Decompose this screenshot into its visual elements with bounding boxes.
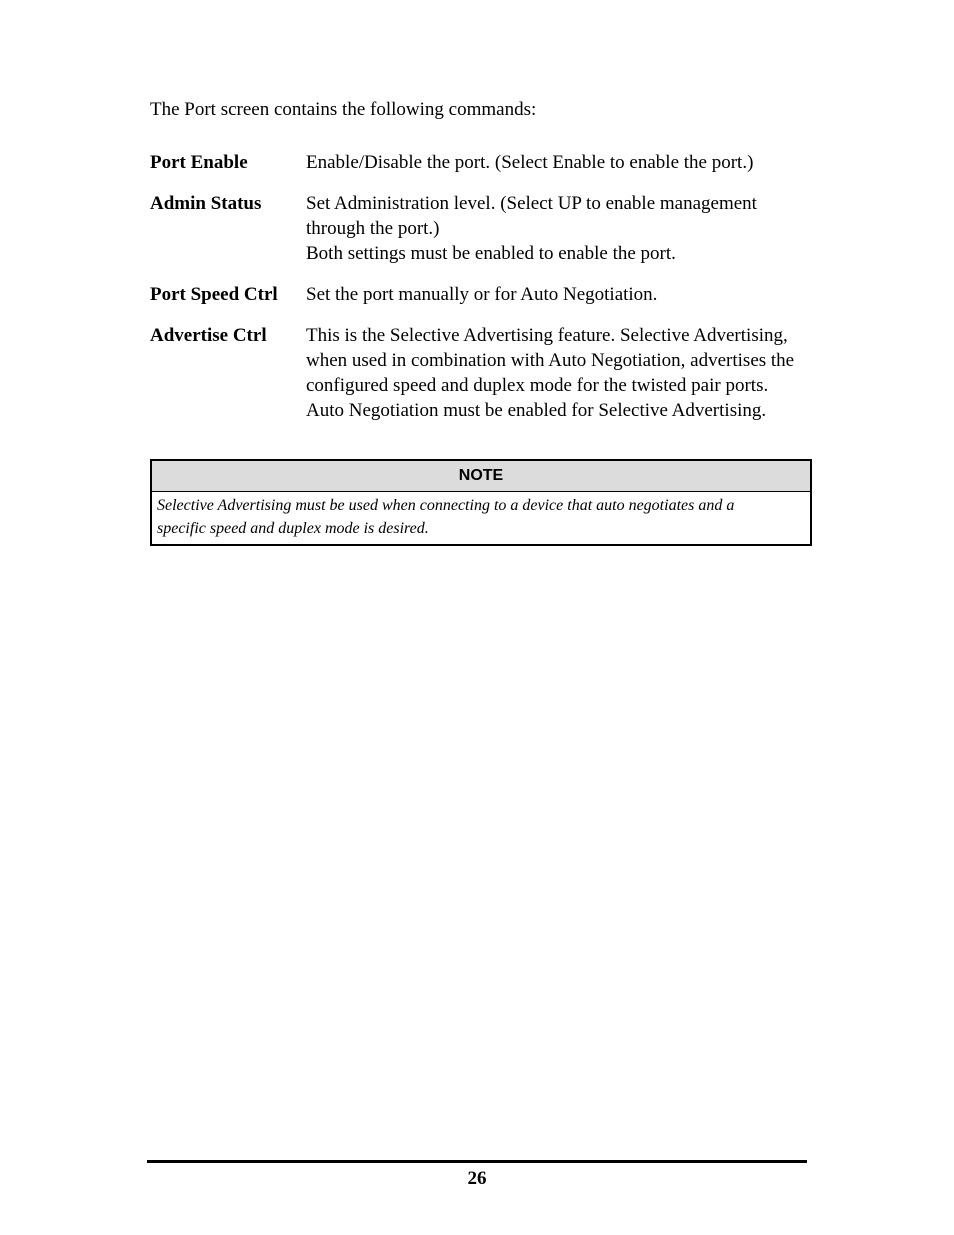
note-line: Selective Advertising must be used when connecting to a device that auto negotiates and a: [157, 497, 735, 514]
command-term: Port Enable: [150, 152, 248, 173]
command-description: [306, 282, 810, 307]
command-description: [306, 191, 810, 266]
command-port-enable: [150, 150, 810, 175]
footer-rule: [147, 1160, 807, 1163]
description-line: This is the Selective Advertising feature. Selective Advertising,: [306, 325, 788, 346]
command-list: [150, 150, 810, 439]
command-admin-status: [150, 191, 810, 266]
command-description: [306, 323, 810, 423]
description-line: Set Administration level. (Select UP to enable management: [306, 193, 757, 214]
description-line: configured speed and duplex mode for the twisted pair ports.: [306, 375, 769, 396]
command-term: Admin Status: [150, 193, 262, 214]
command-term: Port Speed Ctrl: [150, 284, 278, 305]
command-port-speed-ctrl: [150, 282, 810, 307]
description-line: Set the port manually or for Auto Negotiation.: [306, 284, 658, 305]
command-term: Advertise Ctrl: [150, 325, 267, 346]
note-body: [152, 492, 810, 544]
page-number: 26: [467, 1168, 487, 1189]
intro-text: The Port screen contains the following commands:: [150, 99, 537, 120]
command-description: [306, 150, 810, 175]
note-box: [150, 459, 812, 546]
description-line: when used in combination with Auto Negotiation, advertises the: [306, 350, 795, 371]
command-advertise-ctrl: [150, 323, 810, 423]
description-line: Enable/Disable the port. (Select Enable to enable the port.): [306, 152, 754, 173]
note-line: specific speed and duplex mode is desired.: [157, 520, 429, 537]
description-line: Both settings must be enabled to enable the port.: [306, 243, 676, 264]
description-line: through the port.): [306, 218, 440, 239]
note-title: NOTE: [152, 461, 810, 492]
description-line: Auto Negotiation must be enabled for Selective Advertising.: [306, 400, 767, 421]
